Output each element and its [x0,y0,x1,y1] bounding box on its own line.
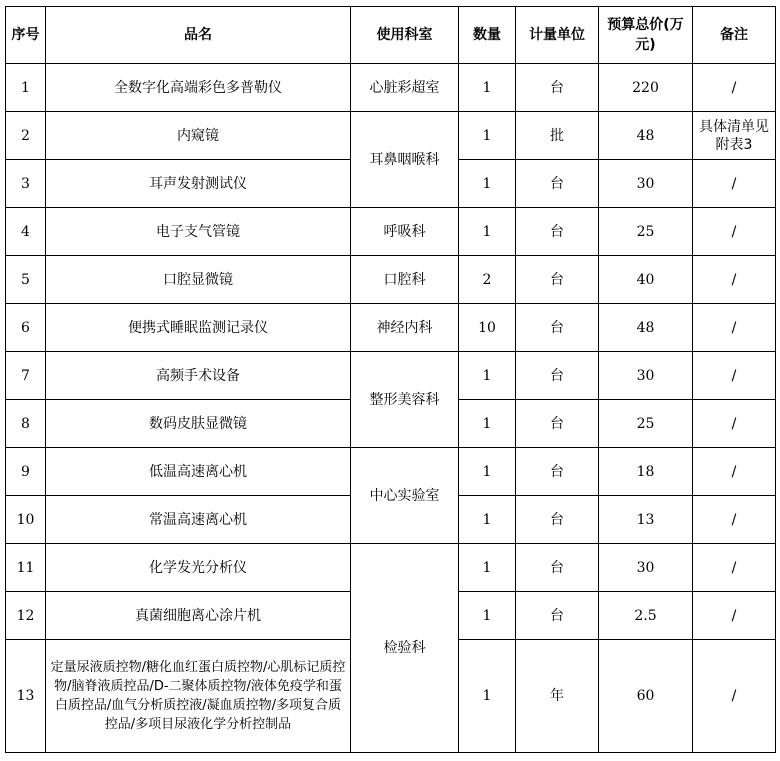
cell-note: / [693,400,776,448]
header-seq: 序号 [6,7,46,64]
cell-name: 化学发光分析仪 [46,544,351,592]
table-row [6,256,776,304]
cell-price: 25 [599,400,693,448]
cell-price: 48 [599,304,693,352]
cell-dept: 口腔科 [351,256,459,304]
cell-name: 数码皮肤显微镜 [46,400,351,448]
cell-name: 电子支气管镜 [46,208,351,256]
cell-name: 高频手术设备 [46,352,351,400]
table-header-row [6,7,776,64]
cell-seq: 5 [6,256,46,304]
cell-dept: 神经内科 [351,304,459,352]
cell-note: / [693,64,776,112]
table-row [6,64,776,112]
cell-price: 13 [599,496,693,544]
cell-qty: 10 [459,304,516,352]
cell-name: 低温高速离心机 [46,448,351,496]
cell-qty: 1 [459,592,516,640]
cell-unit: 台 [516,352,599,400]
cell-note: 具体清单见附表3 [693,112,776,160]
cell-unit: 批 [516,112,599,160]
table-row [6,448,776,496]
cell-name: 常温高速离心机 [46,496,351,544]
cell-note: / [693,448,776,496]
cell-dept: 耳鼻咽喉科 [351,112,459,208]
cell-seq: 7 [6,352,46,400]
procurement-table [5,6,776,753]
cell-price: 25 [599,208,693,256]
cell-unit: 台 [516,496,599,544]
cell-price: 220 [599,64,693,112]
table-row [6,352,776,400]
cell-note: / [693,208,776,256]
header-qty: 数量 [459,7,516,64]
cell-dept: 呼吸科 [351,208,459,256]
table-row [6,208,776,256]
cell-unit: 台 [516,544,599,592]
cell-qty: 1 [459,640,516,753]
cell-dept: 心脏彩超室 [351,64,459,112]
cell-name: 定量尿液质控物/糖化血红蛋白质控物/心肌标记质控物/脑脊液质控品/D-二聚体质控物/液体免疫学和蛋白质控品/血气分析质控液/凝血质控物/多项复合质控品/多项目尿液化学分析控制品 [46,640,351,753]
cell-note: / [693,256,776,304]
cell-qty: 1 [459,160,516,208]
cell-seq: 11 [6,544,46,592]
cell-note: / [693,640,776,753]
cell-price: 30 [599,544,693,592]
cell-price: 60 [599,640,693,753]
cell-price: 40 [599,256,693,304]
header-price: 预算总价(万元) [599,7,693,64]
cell-seq: 8 [6,400,46,448]
cell-unit: 台 [516,448,599,496]
cell-dept: 检验科 [351,544,459,753]
table-row [6,304,776,352]
cell-qty: 1 [459,496,516,544]
table-row [6,112,776,160]
cell-price: 30 [599,352,693,400]
cell-unit: 台 [516,592,599,640]
header-dept: 使用科室 [351,7,459,64]
cell-note: / [693,544,776,592]
cell-seq: 10 [6,496,46,544]
cell-unit: 台 [516,64,599,112]
header-name: 品名 [46,7,351,64]
cell-name: 耳声发射测试仪 [46,160,351,208]
cell-price: 2.5 [599,592,693,640]
cell-qty: 1 [459,400,516,448]
cell-name: 真菌细胞离心涂片机 [46,592,351,640]
cell-qty: 2 [459,256,516,304]
cell-name: 便携式睡眠监测记录仪 [46,304,351,352]
cell-note: / [693,352,776,400]
cell-price: 48 [599,112,693,160]
cell-qty: 1 [459,112,516,160]
cell-unit: 台 [516,304,599,352]
cell-qty: 1 [459,544,516,592]
cell-seq: 4 [6,208,46,256]
cell-seq: 3 [6,160,46,208]
cell-unit: 台 [516,160,599,208]
cell-price: 18 [599,448,693,496]
cell-note: / [693,592,776,640]
cell-seq: 1 [6,64,46,112]
cell-note: / [693,304,776,352]
cell-note: / [693,496,776,544]
cell-name: 口腔显微镜 [46,256,351,304]
cell-qty: 1 [459,64,516,112]
cell-qty: 1 [459,448,516,496]
cell-qty: 1 [459,208,516,256]
cell-name: 全数字化高端彩色多普勒仪 [46,64,351,112]
cell-unit: 台 [516,256,599,304]
cell-seq: 12 [6,592,46,640]
cell-note: / [693,160,776,208]
table-row [6,544,776,592]
cell-name: 内窥镜 [46,112,351,160]
cell-qty: 1 [459,352,516,400]
cell-price: 30 [599,160,693,208]
cell-unit: 年 [516,640,599,753]
cell-seq: 6 [6,304,46,352]
cell-unit: 台 [516,208,599,256]
cell-unit: 台 [516,400,599,448]
cell-dept: 中心实验室 [351,448,459,544]
cell-seq: 13 [6,640,46,753]
cell-seq: 9 [6,448,46,496]
cell-seq: 2 [6,112,46,160]
header-unit: 计量单位 [516,7,599,64]
cell-dept: 整形美容科 [351,352,459,448]
header-note: 备注 [693,7,776,64]
